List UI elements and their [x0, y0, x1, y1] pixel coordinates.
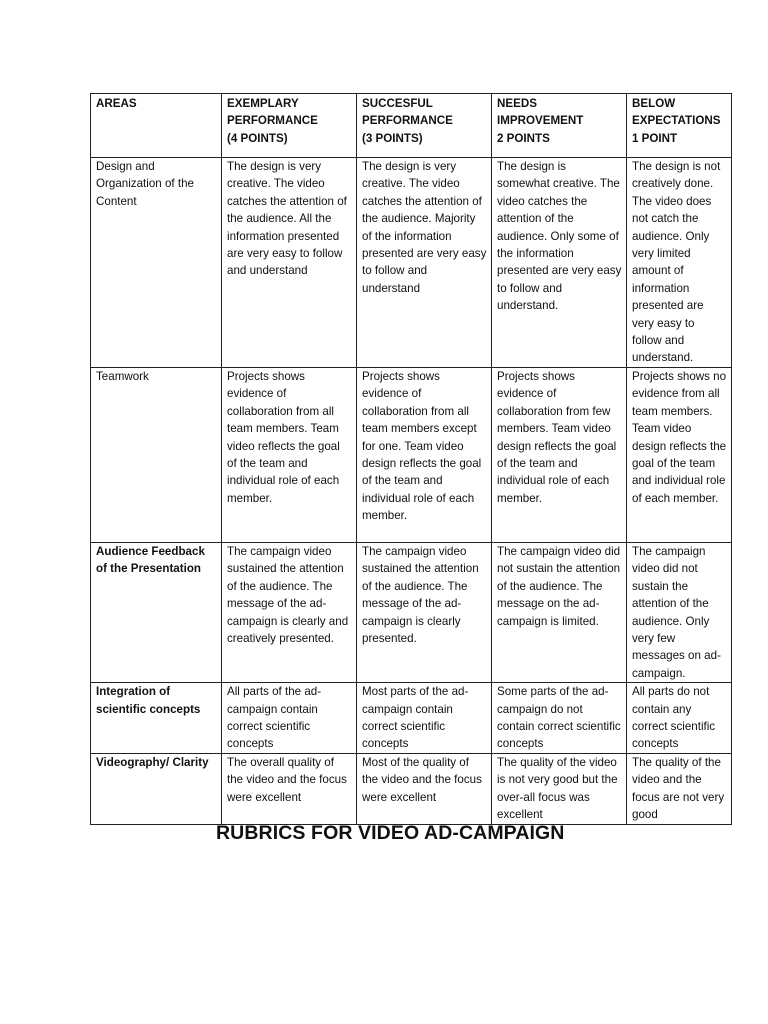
header-row — [91, 94, 732, 158]
criteria-cell: The design is somewhat creative. The video catches the attention of the audience. Only some of the information presented are very easy to follow and understand. — [492, 158, 627, 368]
area-cell: Audience Feedback of the Presentation — [91, 542, 222, 682]
criteria-cell: The campaign video did not sustain the attention of the audience. The message on the ad-campaign is limited. — [492, 542, 627, 682]
rubric-table — [90, 93, 732, 825]
criteria-cell: All parts of the ad-campaign contain correct scientific concepts — [222, 683, 357, 754]
header-successful: SUCCESFUL PERFORMANCE (3 POINTS) — [357, 94, 492, 158]
criteria-cell: Projects shows no evidence from all team members. Team video design reflects the goal of the team and individual role of each member. — [627, 367, 732, 542]
criteria-cell: Most of the quality of the video and the focus were excellent — [357, 753, 492, 824]
area-cell: Integration of scientific concepts — [91, 683, 222, 754]
criteria-cell: The design is very creative. The video catches the attention of the audience. All the information presented are very easy to follow and understand — [222, 158, 357, 368]
header-areas: AREAS — [91, 94, 222, 158]
criteria-cell: Projects shows evidence of collaboration from few members. Team video design reflects the goal of the team and individual role of each member. — [492, 367, 627, 542]
criteria-cell: The campaign video sustained the attention of the audience. The message of the ad-campaign is clearly and creatively presented. — [222, 542, 357, 682]
table-row — [91, 367, 732, 542]
criteria-cell: Projects shows evidence of collaboration from all team members. Team video reflects the goal of the team and individual role of each member. — [222, 367, 357, 542]
area-cell: Videography/ Clarity — [91, 753, 222, 824]
header-below-expectations: BELOW EXPECTATIONS 1 POINT — [627, 94, 732, 158]
table-row — [91, 753, 732, 824]
table-row — [91, 683, 732, 754]
criteria-cell: The design is not creatively done. The video does not catch the audience. Only very limited amount of information presented are very easy to follow and understand. — [627, 158, 732, 368]
table-row — [91, 158, 732, 368]
criteria-cell: Most parts of the ad-campaign contain correct scientific concepts — [357, 683, 492, 754]
area-cell: Design and Organization of the Content — [91, 158, 222, 368]
criteria-cell: All parts do not contain any correct scientific concepts — [627, 683, 732, 754]
criteria-cell: The overall quality of the video and the focus were excellent — [222, 753, 357, 824]
header-exemplary: EXEMPLARY PERFORMANCE (4 POINTS) — [222, 94, 357, 158]
criteria-cell: Some parts of the ad-campaign do not contain correct scientific concepts — [492, 683, 627, 754]
criteria-cell: The quality of the video is not very good but the over-all focus was excellent — [492, 753, 627, 824]
area-cell: Teamwork — [91, 367, 222, 542]
criteria-cell: The campaign video sustained the attention of the audience. The message of the ad-campaign is clearly presented. — [357, 542, 492, 682]
criteria-cell: The design is very creative. The video catches the attention of the audience. Majority of the information presented are very easy to follow and understand — [357, 158, 492, 368]
criteria-cell: The campaign video did not sustain the attention of the audience. Only very few messages on ad-campaign. — [627, 542, 732, 682]
table-row — [91, 542, 732, 682]
page-title: RUBRICS FOR VIDEO AD-CAMPAIGN — [216, 822, 565, 844]
criteria-cell: The quality of the video and the focus are not very good — [627, 753, 732, 824]
header-needs-improvement: NEEDS IMPROVEMENT 2 POINTS — [492, 94, 627, 158]
criteria-cell: Projects shows evidence of collaboration from all team members except for one. Team video design reflects the goal of the team and individual role of each member. — [357, 367, 492, 542]
